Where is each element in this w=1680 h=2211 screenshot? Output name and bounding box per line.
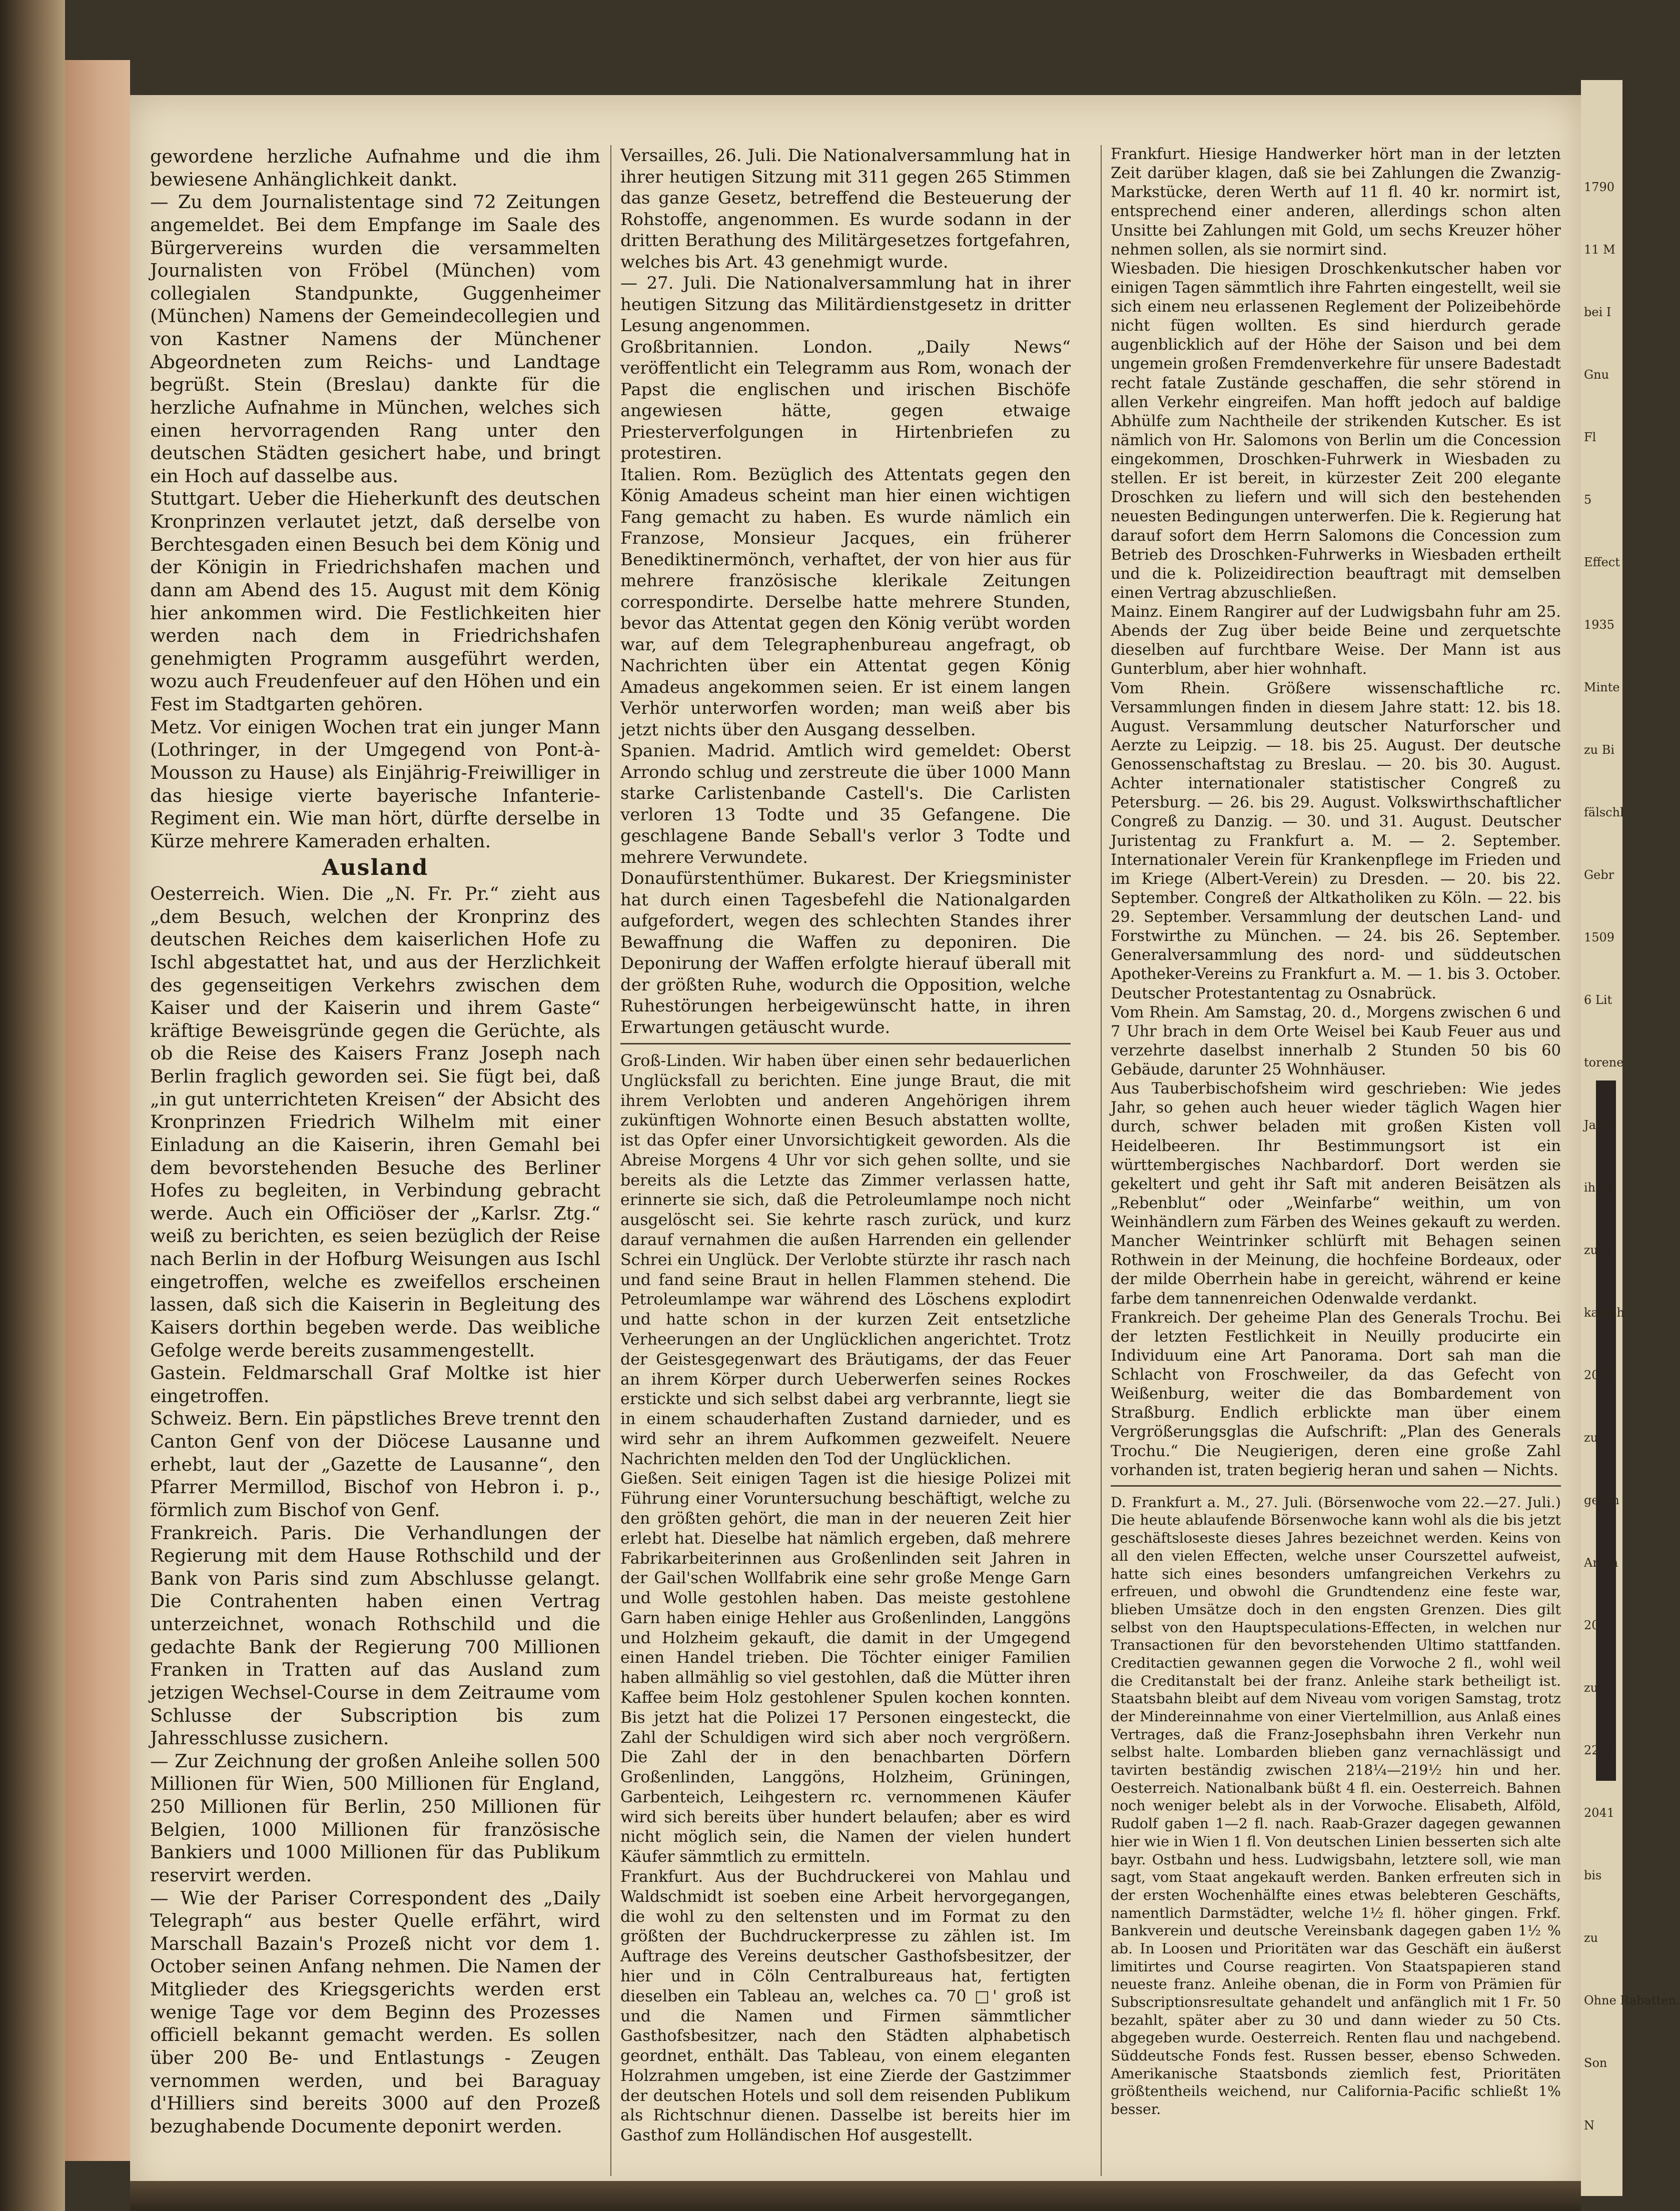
article-gastein: Gastein. Feldmarschall Graf Moltke ist hier eingetroffen. <box>150 1362 600 1407</box>
adjacent-page-fragment: Arten <box>1584 1556 1618 1570</box>
adjacent-page-fragment: Gebr <box>1584 868 1614 882</box>
article-donaufuerstenthuemer: Donaufürstenthümer. Bukarest. Der Kriegsminister hat durch einen Tagesbefehl die Nationalgarden aufgefordert, wegen des schlechten Standes ihrer Bewaffnung die Waffen zu deponiren. Die Deponirung der Waffen erfolgte hierauf überall mit der größten Ruhe, wodurch die Opposition, welche Ruhestörungen herbeigewünscht hatte, in ihren Erwartungen getäuscht wurde. <box>620 868 1071 1037</box>
article-boersenwoche: D. Frankfurt a. M., 27. Juli. (Börsenwoche vom 22.—27. Juli.) Die heute ablaufende Börsenwoche kann wohl als die bis jetzt geschäftsloseste dieses Jahres bezeichnet werden. Keins von all den vielen Effecten, welche unser Courszettel aufweist, hatte sich eines besonders umfangreichen Verkehrs zu erfreuen, und obwohl die Grundtendenz eine feste war, blieben Umsätze doch in den engsten Grenzen. Dies gilt selbst von den Hauptspeculations-Effecten, in welchen nur Transactionen für den bevorstehenden Ultimo stattfanden. Creditactien gewannen gegen die Vorwoche 2 fl., wohl weil die Creditanstalt bei der franz. Anleihe stark betheiligt ist. Staatsbahn bleibt auf dem Niveau vom vorigen Samstag, trotz der Mindereinnahme von einer Viertelmillion, aus Anlaß eines Vertrages, daß die Franz-Josephsbahn ihren Verkehr nun selbst halte. Lombarden blieben ganz vernachlässigt und tavirten beständig zwischen 218¼—219½ hin und her. Oesterreich. Nationalbank büßt 4 fl. ein. Oesterreich. Bahnen noch weniger belebt als in der Vorwoche. Elisabeth, Alföld, Rudolf gaben 1—2 fl. nach. Raab-Grazer dagegen gewannen hier wie in Wien 1 fl. Von deutschen Linien besserten sich alte bayr. Ostbahn und hess. Ludwigsbahn, letztere soll, wie man sagt, vom Staat angekauft werden. Banken erfreuten sich in der ersten Wochenhälfte eines etwas belebteren Geschäfts, namentlich Darmstädter, welche 1½ fl. höher gingen. Frkf. Bankverein und deutsche Vereinsbank dagegen gaben 1½ % ab. In Loosen und Prioritäten war das Geschäft ein äußerst limitirtes und Course reagirten. Von Staatspapieren stand neueste franz. Anleihe obenan, die in Form von Prämien für Subscriptionsresultate gehandelt und anfänglich mit 1 Fr. 50 bezahlt, später aber zu 30 und dann wieder zu 50 Cts. abgegeben wurde. Oesterreich. Renten flau und nachgebend. Süddeutsche Fonds fest. Russen besser, ebenso Schweden. Amerikanische Staatsbonds ziemlich fest, Prioritäten größtentheils weichend, nur California-Pacific schließt 1% besser. <box>1111 1494 1561 2118</box>
adjacent-page-fragment: 22 U <box>1584 1743 1613 1757</box>
section-heading-ausland: Ausland <box>322 855 429 881</box>
article-vom-rhein-feuer: Vom Rhein. Am Samstag, 20. d., Morgens zwischen 6 und 7 Uhr brach in dem Orte Weisel bei Kaub Feuer aus und verzehrte daselbst innerhalb 2 Stunden 50 bis 60 Gebäude, darunter 25 Wohnhäuser. <box>1111 1003 1561 1078</box>
article-grossbritannien: Großbritannien. London. „Daily News“ veröffentlicht ein Telegramm aus Rom, wonach der Papst die englischen und irischen Bischöfe angewiesen hätte, gegen etwaige Priesterverfolgungen in Hirtenbriefen zu protestiren. <box>620 337 1071 463</box>
adjacent-page-fragment: Effect <box>1584 555 1620 569</box>
article-frankfurt-handwerker: Frankfurt. Hiesige Handwerker hört man in der letzten Zeit darüber klagen, daß sie bei Zahlungen die Zwanzig-Markstücke, deren Werth auf 11 fl. 40 kr. normirt ist, entsprechend einer anderen, allerdings schon alten Unsitte bei Zahlungen mit Gold, um sechs Kreuzer höher nehmen sollen, als sie normirt sind. <box>1111 146 1561 259</box>
local-news-block <box>620 1051 1071 2146</box>
article-anleihe: — Zur Zeichnung der großen Anleihe sollen 500 Millionen für Wien, 500 Millionen für England, 250 Millionen für Berlin, 250 Millionen für Belgien, 1000 Millionen für französische Bankiers und 1000 Millionen für das Publikum reservirt werden. <box>150 1750 600 1886</box>
adjacent-page-fragment: 1935 <box>1584 618 1615 632</box>
adjacent-page-fragment: 6 Lit <box>1584 993 1612 1007</box>
newspaper-page <box>130 95 1581 2196</box>
adjacent-page-fragment: zu A <box>1584 1243 1611 1257</box>
adjacent-page-fragment: 1790 <box>1584 180 1615 194</box>
adjacent-page-fragment: bei I <box>1584 305 1611 319</box>
adjacent-page-fragment: bis <box>1584 1868 1602 1882</box>
adjacent-page-fragment: Ohne Rabatten. <box>1584 1993 1680 2007</box>
article-journalistentag: — Zu dem Journalistentage sind 72 Zeitungen angemeldet. Bei dem Empfange im Saale des Bürgervereins wurden die versammelten Journalisten von Fröbel (München) vom collegialen Standpunkte, Guggenheimer (München) Namens der Gemeindecollegien und von Kastner Namens der Münchener Abgeordneten zum Reichs- und Landtage begrüßt. Stein (Breslau) dankte für die herzliche Aufnahme in München, welches sich einen hervorragenden Rang unter den deutschen Städten gesichert habe, und bringt ein Hoch auf dasselbe aus. <box>150 191 600 487</box>
column-rule-1 <box>610 145 611 2176</box>
adjacent-page-fragment: ihrer <box>1584 1181 1614 1195</box>
adjacent-page-fragment: Gnu <box>1584 368 1609 382</box>
adjacent-page-fragment: Son <box>1584 2056 1607 2070</box>
adjacent-page-fragment: zu <box>1584 1931 1598 1945</box>
adjacent-page-fragment: 2041 <box>1584 1806 1615 1820</box>
adjacent-page-fragment: torene <box>1584 1055 1624 1069</box>
adjacent-page-fragment: zu Bi <box>1584 743 1615 757</box>
article-vom-rhein-versammlungen: Vom Rhein. Größere wissenschaftliche rc. Versammlungen finden in diesem Jahre statt: 12. bis 18. August. Versammlung deutscher Naturforscher und Aerzte zu Leipzig. — 18. bis 25. August. Der deutsche Genossenschaftstag zu Breslau. — 20. bis 30. August. Achter internationaler statistischer Congreß zu Petersburg. — 26. bis 29. August. Volkswirthschaftlicher Congreß zu Danzig. — 30. und 31. August. Deutscher Juristentag zu Frankfurt a. M. — 2. September. Internationaler Verein für Krankenpflege im Frieden und im Kriege (Albert-Verein) zu Dresden. — 20. bis 22. September. Congreß der Altkatholiken zu Köln. — 22. bis 29. September. Versammlung der deutschen Land- und Forstwirthe zu München. — 24. bis 26. September. Generalversammlung des nord- und süddeutschen Apotheker-Vereins zu Frankfurt a. M. — 1. bis 3. October. Deutscher Protestantentag zu Osnabrück. <box>1111 679 1561 1002</box>
article-mainz: Mainz. Einem Rangirer auf der Ludwigsbahn fuhr am 25. Abends der Zug über beide Beine und zerquetschte dieselben auf furchtbare Weise. Der Mann ist aus Gunterblum, aber hier wohnhaft. <box>1111 603 1561 678</box>
adjacent-page-edge <box>1581 80 1680 2196</box>
article-frankreich-trochu: Frankreich. Der geheime Plan des Generals Trochu. Bei der letzten Festlichkeit in Neuilly producirte ein Individuum eine Art Panorama. Dort sah man die Schlacht von Froschweiler, da das Gefecht von Weißenburg, weiter die das Bombardement von Straßburg. Endlich erblickte man über einem Vergrößerungsglas die Aufschrift: „Plan des Generals Trochu.“ Die Neugierigen, deren eine große Zahl vorhanden ist, traten begierig heran und sahen — Nichts. <box>1111 1309 1561 1479</box>
article-wiesbaden: Wiesbaden. Die hiesigen Droschkenkutscher haben vor einigen Tagen sämmtlich ihre Fahrten eingestellt, weil sie sich einem neu erlassenen Reglement der Polizeibehörde nicht fügen wollten. Es sind hierdurch gerade augenblicklich auf der Höhe der Saison und bei dem ungemein großen Fremdenverkehre für unsere Badestadt recht fatale Zustände geschaffen, die sehr störend in allen Verkehr eingreifen. Man hofft jedoch auf baldige Abhülfe zum Nachtheile der strikenden Kutscher. Es ist nämlich von Hr. Salomons von Berlin um die Concession eingekommen, Droschken-Fuhrwerk in Wiesbaden zu stellen. Er ist bereit, in kürzester Zeit 200 elegante Droschken zu liefern und will sich den bestehenden neuesten Bedingungen unterwerfen. Die k. Regierung hat darauf sofort dem Herrn Salomons die Concession zum Betrieb des Droschken-Fuhrwerks in Wiesbaden ertheilt und die k. Polizeidirection beauftragt mit demselben einen Vertrag abzuschließen. <box>1111 260 1561 602</box>
column-1 <box>150 145 600 2137</box>
column-rule-2 <box>1101 145 1102 2176</box>
article-text: gewordene herzliche Aufnahme und die ihm bewiesene Anhänglichkeit dankt. <box>150 146 600 190</box>
article-schweiz: Schweiz. Bern. Ein päpstliches Breve trennt den Canton Genf von der Diöcese Lausanne und erhebt, laut der „Gazette de Lausanne“, den Pfarrer Mermillod, Bischof von Hebron i. p., förmlich zum Bischof von Genf. <box>150 1408 600 1521</box>
article-gross-linden: Groß-Linden. Wir haben über einen sehr bedauerlichen Unglücksfall zu berichten. Eine junge Braut, die mit ihrem Verlobten und anderen Angehörigen ihrem zukünftigen Wohnorte einen Besuch abstatten wollte, ist das Opfer einer Unvorsichtigkeit geworden. Als die Abreise Morgens 4 Uhr vor sich gehen sollte, und sie bereits als die Letzte das Zimmer verlassen hatte, erinnerte sie sich, daß die Petroleumlampe noch nicht ausgelöscht sei. Sie kehrte rasch zurück, und kurz darauf vernahmen die außen Harrenden ein gellender Schrei ein Unglück. Der Verlobte stürzte ihr rasch nach und fand seine Braut in hellen Flammen stehend. Die Petroleumlampe war während des Löschens explodirt und hatte schon in der kurzen Zeit entsetzliche Verheerungen an der Unglücklichen angerichtet. Trotz der Geistesgegenwart des Bräutigams, der das Feuer an ihrem Körper durch Ueberwerfen seines Rockes erstickte und sich selbst dabei arg verbrannte, liegt sie in einem schauderhaften Zustand darnieder, und es wird sehr an ihrem Aufkommen gezweifelt. Neuere Nachrichten melden den Tod der Unglücklichen. <box>620 1052 1071 1468</box>
adjacent-page-fragment: kaufsh <box>1584 1306 1624 1320</box>
article-metz: Metz. Vor einigen Wochen trat ein junger Mann (Lothringer, in der Umgegend von Pont-à-Mousson zu Hause) als Einjährig-Freiwilliger in das hiesige vierte bayerische Infanterie-Regiment ein. Wie man hört, dürfte derselbe in Kürze mehrere Kameraden erhalten. <box>150 716 600 852</box>
article-oesterreich: Oesterreich. Wien. Die „N. Fr. Pr.“ zieht aus „dem Besuch, welchen der Kronprinz des deutschen Reiches dem kaiserlichen Hofe zu Ischl abgestattet hat, und aus der Herzlichkeit des gegenseitigen Verkehrs zwischen dem Kaiser und der Kaiserin und ihrem Gaste“ kräftige Beweisgründe gegen die Gerüchte, als ob die Reise des Kaisers Franz Joseph nach Berlin fraglich geworden sei. Sie fügt bei, daß „in gut unterrichteten Kreisen“ der Absicht des Kronprinzen Friedrich Wilhelm mit einer Einladung an die Kaiserin, ihren Gemahl bei dem bevorstehenden Besuche des Berliner Hofes zu begleiten, in Verbindung gebracht werde. Auch ein Officiöser der „Karlsr. Ztg.“ weiß zu berichten, es seien bezüglich der Reise nach Berlin in der Hofburg Weisungen aus Ischl eingetroffen, welche es zweifellos erscheinen lassen, daß sich die Kaiserin in Begleitung des Kaisers dorthin begeben werde. Das weibliche Gefolge werde bereits zusammengestellt. <box>150 883 600 1361</box>
section-divider <box>1111 1485 1561 1487</box>
adjacent-page-fragment: 11 M <box>1584 243 1615 257</box>
article-italien: Italien. Rom. Bezüglich des Attentats gegen den König Amadeus scheint man hier einen wichtigen Fang gemacht zu haben. Es wurde nämlich ein Franzose, Monsieur Jacques, ein früherer Benediktinermönch, verhaftet, der von hier aus für mehrere französische klerikale Zeitungen correspondirte. Derselbe hatte mehrere Stunden, bevor das Attentat gegen den König verübt worden war, auf dem Telegraphenbureau angefragt, ob Nachrichten über ein Attentat gegen König Amadeus angekommen seien. Er ist einem langen Verhör unterworfen worden; man weiß aber bis jetzt nichts über den Ausgang desselben. <box>620 464 1071 740</box>
article-stuttgart: Stuttgart. Ueber die Hieherkunft des deutschen Kronprinzen verlautet jetzt, daß derselbe von Berchtesgaden einen Besuch bei dem König und der Königin in Friedrichshafen machen und dann am Abend des 15. August mit dem König hier ankommen wird. Die Festlichkeiten hier werden nach dem in Friedrichshafen genehmigten Programm ausgeführt werden, wozu auch Freudenfeuer auf den Höhen und ein Fest im Stadtgarten gehören. <box>150 488 600 715</box>
adjacent-page-fragment: fälschl <box>1584 805 1624 819</box>
article-frankreich-paris: Frankreich. Paris. Die Verhandlungen der Regierung mit dem Hause Rothschild und der Bank von Paris sind zum Abschlusse gelangt. Die Contrahenten haben einen Vertrag unterzeichnet, wonach Rothschild und die gedachte Bank der Regierung 700 Millionen Franken in Tratten auf das Ausland zum jetzigen Wechsel-Course in dem Zeitraume vom Schlusse der Subscription bis zum Jahresschlusse zusichern. <box>150 1522 600 1749</box>
article-tauberbischofsheim: Aus Tauberbischofsheim wird geschrieben: Wie jedes Jahr, so gehen auch heuer wieder täglich Wagen hier durch, schwer beladen mit großen Kisten voll Heidelbeeren. Ihr Bestimmungsort ist ein württembergisches Nachbardorf. Dort werden sie gekeltert und geht ihr Saft mit anderen Beisätzen als „Rebenblut“ oder „Weinfarbe“ weithin, um von Weinhändlern zum Färben des Weines gekauft zu werden. Mancher Weintrinker schlürft mit Behagen seinen Rothwein in der Meinung, die hochfeine Bordeaux, oder der milde Oberrhein habe in gereicht, während er keine farbe dem tannenreichen Odenwalde verdankt. <box>1111 1080 1561 1308</box>
column-3 <box>1111 145 1561 2118</box>
adjacent-page-fragment: 5 <box>1584 493 1592 507</box>
article-bazaine: — Wie der Pariser Correspondent des „Daily Telegraph“ aus bester Quelle erfährt, wird Marschall Bazain's Prozeß nicht vor dem 1. October seinen Anfang nehmen. Die Namen der Mitglieder des Kriegsgerichts werden erst wenige Tage vor dem Beginn des Prozesses officiell bekannt gemacht werden. Es sollen über 200 Be- und Entlastungs - Zeugen vernommen werden, und bei Baraguay d'Hilliers sind bereits 3000 auf den Prozeß bezughabende Documente deponirt werden. <box>150 1887 600 2137</box>
column-2 <box>620 145 1071 2146</box>
article-versailles-27: — 27. Juli. Die Nationalversammlung hat in ihrer heutigen Sitzung das Militärdienstgesetz in dritter Lesung angenommen. <box>620 273 1071 336</box>
adjacent-page-fragment: 2067 <box>1584 1368 1615 1382</box>
article-versailles: Versailles, 26. Juli. Die Nationalversammlung hat in ihrer heutigen Sitzung mit 311 gegen 265 Stimmen das ganze Gesetz, betreffend die Besteuerung der Rohstoffe, angenommen. Es wurde sodann in der dritten Berathung des Militärgesetzes fortgefahren, welches bis Art. 43 genehmigt wurde. <box>620 146 1071 272</box>
adjacent-page-fragment: Jahre <box>1584 1118 1617 1132</box>
article-giessen: Gießen. Seit einigen Tagen ist die hiesige Polizei mit Führung einer Voruntersuchung beschäftigt, welche zu den größten gehört, die man in der neueren Zeit hier erlebt hat. Dieselbe hat nämlich ergeben, daß mehrere Fabrikarbeiterinnen aus Großenlinden seit Jahren in der Gail'schen Wollfabrik eine sehr große Menge Garn und Wolle gestohlen haben. Das meiste gestohlene Garn haben einige Hehler aus Großenlinden, Langgöns und Holzheim gekauft, die damit in der Umgegend einen Handel trieben. Die Töchter einiger Familien haben allmählig so viel gestohlen, daß die Mütter ihren Kaffee beim Holz gestohlener Spulen kochen konnten. Bis jetzt hat die Polizei 17 Personen eingesteckt, die Zahl der Schuldigen wird sich aber noch vergrößern. Die Zahl der in den benachbarten Dörfern Großenlinden, Langgöns, Holzheim, Grüningen, Garbenteich, Leihgestern rc. vernommenen Käufer wird sich bereits über hundert belaufen; aber es wird nicht möglich sein, die Namen der vielen hundert Käufer sämmtlich zu ermitteln. <box>620 1470 1071 1866</box>
bottom-shadow <box>130 2181 1581 2211</box>
page-block-edge <box>65 60 130 2161</box>
adjacent-page-fragment: Fl <box>1584 430 1596 444</box>
book-spine-edge <box>0 0 65 2211</box>
article-spanien: Spanien. Madrid. Amtlich wird gemeldet: Oberst Arrondo schlug und zerstreute die über 1000 Mann starke Carlistenbande Castell's. Die Carlisten verloren 13 Todte und 35 Gefangene. Die geschlagene Bande Seball's verlor 3 Todte und mehrere Verwundete. <box>620 741 1071 867</box>
adjacent-page-fragment: 1509 <box>1584 930 1615 944</box>
adjacent-page-fragment: gesch <box>1584 1493 1619 1507</box>
adjacent-page-fragment: zu <box>1584 1431 1598 1445</box>
article-frankfurt-tableau: Frankfurt. Aus der Buchdruckerei von Mahlau und Waldschmidt ist soeben eine Arbeit hervorgegangen, die wohl zu den seltensten und im Format zu den größten der Buchdruckerpresse zu zählen ist. Im Auftrage des Vereins deutscher Gasthofsbesitzer, der hier und in Cöln Centralbureaus hat, fertigten dieselben ein Tableau an, welches ca. 70 □' groß ist und die Namen und Firmen sämmtlicher Gasthofsbesitzer, nach den Städten alphabetisch geordnet, enthält. Das Tableau, von einem eleganten Holzrahmen umgeben, ist eine Zierde der Gastzimmer der deutschen Hotels und soll dem reisenden Publikum als Richtschnur dienen. Dasselbe ist bereits hier im Gasthof zum Holländischen Hof ausgestellt. <box>620 1868 1071 2145</box>
adjacent-page-fragment: Minte <box>1584 680 1620 694</box>
section-divider <box>620 1043 1071 1044</box>
adjacent-page-fragment: N <box>1584 2118 1594 2132</box>
adjacent-page-fragment: zum <box>1584 1681 1609 1695</box>
adjacent-page-fragment: 207 <box>1584 1618 1607 1632</box>
